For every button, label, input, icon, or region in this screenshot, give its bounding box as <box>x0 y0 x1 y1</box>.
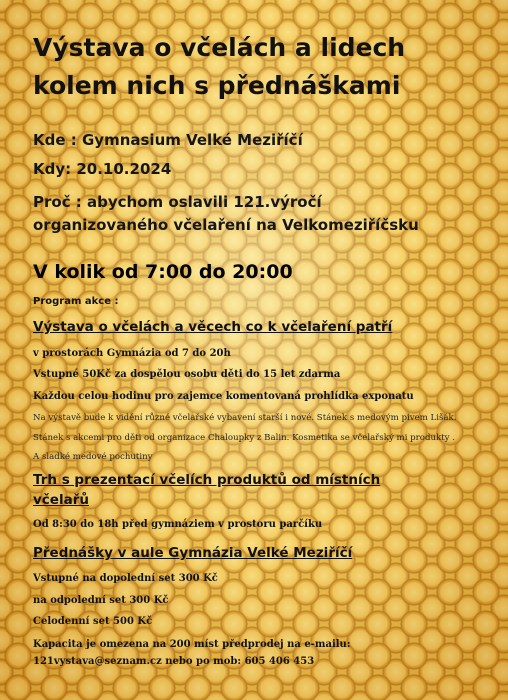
exhibition-admission-line: Vstupné 50Kč za dospělou osobu děti do 15 let zdarma <box>33 369 341 380</box>
contact-line: 121vystava@seznam.cz nebo po mob: 605 406 453 <box>33 656 315 667</box>
location-text: Kde : Gymnasium Velké Meziříčí <box>33 131 303 149</box>
market-time-line: Od 8:30 do 18h před gymnáziem v prostoru parčíku <box>33 519 323 530</box>
program-label: Program akce : <box>33 296 119 307</box>
exhibition-note-2: Stánek s akcemi pro děti od organizace Chaloupky z Balin. Kosmetika se včelařský mi produkty . <box>33 433 455 443</box>
exhibition-note-1: Na výstavě bude k vidění různé včelařské vybavení starší i nové. Stánek s medovým pivem Lišák. <box>33 413 457 423</box>
reason-line-2: organizovaného včelaření na Velkomeziříčsku <box>33 216 419 234</box>
poster-title-line-2: kolem nich s přednáškami <box>33 71 401 100</box>
lecture-fullday-price: Celodenní set 500 Kč <box>33 616 153 627</box>
section-market-heading-line-1: Trh s prezentací včelích produktů od místních <box>33 472 381 488</box>
time-range-text: V kolik od 7:00 do 20:00 <box>33 261 293 283</box>
exhibition-note-3: A sladké medové pochutiny <box>33 452 153 462</box>
lecture-afternoon-price: na odpolední set 300 Kč <box>33 595 169 606</box>
poster-title-line-1: Výstava o včelách a lidech <box>33 33 406 62</box>
exhibition-venue-line: v prostorách Gymnázia od 7 do 20h <box>33 348 231 359</box>
capacity-line: Kapacita je omezena na 200 míst předprodej na e-mailu: <box>33 639 351 650</box>
exhibition-tour-line: Každou celou hodinu pro zajemce komentovaná prohlídka exponatu <box>33 391 414 402</box>
lecture-morning-price: Vstupné na dopolední set 300 Kč <box>33 573 218 584</box>
section-lectures-heading: Přednášky v aule Gymnázia Velké Meziříčí <box>33 545 353 561</box>
section-exhibition-heading: Výstava o včelách a věcech co k včelaření patří <box>33 319 393 335</box>
section-market-heading-line-2: včelařů <box>33 492 89 508</box>
date-text: Kdy: 20.10.2024 <box>33 160 172 178</box>
reason-line-1: Proč : abychom oslavili 121.výročí <box>33 193 322 211</box>
